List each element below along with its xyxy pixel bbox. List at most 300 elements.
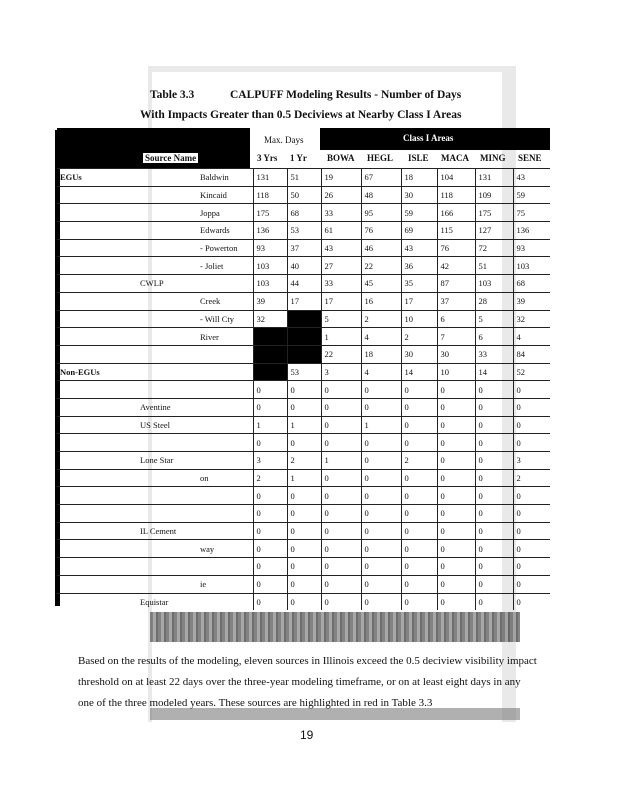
source-name	[197, 487, 253, 505]
cell-bowa: 0	[321, 540, 361, 558]
cell-3yrs: 0	[253, 434, 287, 452]
cell-maca: 166	[437, 204, 475, 222]
cell-isle: 0	[401, 558, 437, 576]
cell-sene: 0	[513, 575, 550, 593]
group-label	[57, 310, 137, 328]
cell-sene: 0	[513, 398, 550, 416]
subgroup-label	[137, 257, 197, 275]
cell-1yr: 53	[287, 222, 321, 240]
cell-maca: 10	[437, 363, 475, 381]
cell-1yr: 0	[287, 487, 321, 505]
table-row	[57, 558, 550, 576]
cell-hegl: 0	[361, 398, 401, 416]
subgroup-label	[137, 292, 197, 310]
cell-1yr: 0	[287, 398, 321, 416]
group-label	[57, 222, 137, 240]
group-label	[57, 204, 137, 222]
cell-3yrs: 39	[253, 292, 287, 310]
cell-1yr: 1	[287, 416, 321, 434]
cell-3yrs: 93	[253, 239, 287, 257]
cell-ming: 33	[475, 345, 513, 363]
cell-maca: 0	[437, 381, 475, 399]
cell-1yr: 0	[287, 522, 321, 540]
cell-1yr: 50	[287, 186, 321, 204]
cell-maca: 0	[437, 558, 475, 576]
group-label	[57, 505, 137, 523]
cell-3yrs: 3	[253, 452, 287, 470]
cell-3yrs: 0	[253, 522, 287, 540]
cell-maca: 87	[437, 275, 475, 293]
cell-hegl: 0	[361, 593, 401, 610]
cell-ming: 127	[475, 222, 513, 240]
subgroup-label	[137, 487, 197, 505]
source-name	[197, 593, 253, 610]
scan-artifact-strip	[150, 612, 520, 642]
cell-isle: 43	[401, 239, 437, 257]
cell-ming: 0	[475, 505, 513, 523]
group-label	[57, 434, 137, 452]
group-label	[57, 398, 137, 416]
subgroup-label	[137, 363, 197, 381]
source-name	[197, 522, 253, 540]
cell-3yrs: 0	[253, 540, 287, 558]
source-name: - Joliet	[197, 257, 253, 275]
cell-hegl: 0	[361, 575, 401, 593]
table-row	[57, 204, 550, 222]
cell-sene: 68	[513, 275, 550, 293]
cell-sene: 75	[513, 204, 550, 222]
cell-ming: 0	[475, 416, 513, 434]
table-row	[57, 434, 550, 452]
body-paragraph: Based on the results of the modeling, eleven sources in Illinois exceed the 0.5 deciview visibility impact threshold on at least 22 days over the three-year modeling timeframe, or on at least eight days in any one of the three modeled years. These sources are highlighted in red in Table 3.3	[78, 655, 537, 709]
column-header-ming: MING	[480, 153, 506, 163]
source-name: ie	[197, 575, 253, 593]
cell-sene: 103	[513, 257, 550, 275]
cell-1yr: 0	[287, 593, 321, 610]
cell-bowa: 43	[321, 239, 361, 257]
cell-sene: 32	[513, 310, 550, 328]
cell-1yr: 51	[287, 169, 321, 187]
group-label	[57, 487, 137, 505]
cell-bowa: 33	[321, 275, 361, 293]
subgroup-label	[137, 469, 197, 487]
cell-1yr: 0	[287, 434, 321, 452]
cell-hegl: 48	[361, 186, 401, 204]
cell-sene: 136	[513, 222, 550, 240]
cell-bowa: 19	[321, 169, 361, 187]
cell-sene: 43	[513, 169, 550, 187]
cell-bowa: 0	[321, 558, 361, 576]
group-label	[57, 593, 137, 610]
column-header-source-name: Source Name	[145, 153, 197, 163]
cell-hegl: 95	[361, 204, 401, 222]
cell-sene: 0	[513, 505, 550, 523]
source-name: - Powerton	[197, 239, 253, 257]
cell-maca: 0	[437, 416, 475, 434]
table-row	[57, 398, 550, 416]
cell-hegl: 0	[361, 487, 401, 505]
results-table	[57, 168, 550, 610]
cell-sene: 3	[513, 452, 550, 470]
cell-3yrs: 0	[253, 398, 287, 416]
cell-sene: 39	[513, 292, 550, 310]
cell-sene: 93	[513, 239, 550, 257]
subgroup-label	[137, 575, 197, 593]
cell-3yrs: 103	[253, 257, 287, 275]
cell-1yr: 40	[287, 257, 321, 275]
cell-3yrs: 0	[253, 593, 287, 610]
table-row	[57, 292, 550, 310]
cell-ming: 0	[475, 540, 513, 558]
source-name	[197, 505, 253, 523]
cell-sene: 0	[513, 434, 550, 452]
cell-ming: 0	[475, 398, 513, 416]
cell-3yrs: 0	[253, 381, 287, 399]
cell-1yr: 0	[287, 558, 321, 576]
cell-hegl: 0	[361, 381, 401, 399]
cell-ming: 175	[475, 204, 513, 222]
cell-bowa: 5	[321, 310, 361, 328]
cell-3yrs	[253, 328, 287, 346]
cell-bowa: 0	[321, 434, 361, 452]
subgroup-label	[137, 328, 197, 346]
cell-maca: 0	[437, 487, 475, 505]
table-row	[57, 275, 550, 293]
cell-hegl: 1	[361, 416, 401, 434]
cell-maca: 76	[437, 239, 475, 257]
cell-maca: 118	[437, 186, 475, 204]
table-row	[57, 257, 550, 275]
cell-bowa: 27	[321, 257, 361, 275]
cell-1yr	[287, 310, 321, 328]
cell-hegl: 46	[361, 239, 401, 257]
cell-isle: 35	[401, 275, 437, 293]
table-row	[57, 469, 550, 487]
cell-ming: 72	[475, 239, 513, 257]
cell-sene: 59	[513, 186, 550, 204]
source-name	[197, 345, 253, 363]
cell-isle: 18	[401, 169, 437, 187]
subgroup-label	[137, 204, 197, 222]
cell-isle: 36	[401, 257, 437, 275]
cell-ming: 109	[475, 186, 513, 204]
cell-sene: 4	[513, 328, 550, 346]
cell-ming: 131	[475, 169, 513, 187]
table-row	[57, 575, 550, 593]
table-row	[57, 416, 550, 434]
subgroup-label: CWLP	[137, 275, 197, 293]
cell-hegl: 0	[361, 522, 401, 540]
cell-1yr: 17	[287, 292, 321, 310]
subgroup-label: US Steel	[137, 416, 197, 434]
cell-sene: 0	[513, 487, 550, 505]
cell-ming: 0	[475, 434, 513, 452]
subgroup-label	[137, 222, 197, 240]
cell-3yrs: 2	[253, 469, 287, 487]
group-label	[57, 469, 137, 487]
cell-isle: 0	[401, 505, 437, 523]
cell-bowa: 0	[321, 593, 361, 610]
cell-maca: 0	[437, 398, 475, 416]
cell-isle: 0	[401, 575, 437, 593]
group-label	[57, 275, 137, 293]
column-header-maca: MACA	[441, 153, 469, 163]
cell-maca: 0	[437, 575, 475, 593]
cell-hegl: 0	[361, 558, 401, 576]
table-row	[57, 363, 550, 381]
source-name	[197, 398, 253, 416]
subgroup-label: Lone Star	[137, 452, 197, 470]
cell-1yr: 53	[287, 363, 321, 381]
cell-bowa: 33	[321, 204, 361, 222]
cell-hegl: 22	[361, 257, 401, 275]
source-name	[197, 452, 253, 470]
cell-3yrs	[253, 363, 287, 381]
cell-3yrs: 0	[253, 575, 287, 593]
cell-ming: 0	[475, 487, 513, 505]
cell-ming: 0	[475, 452, 513, 470]
cell-1yr: 0	[287, 505, 321, 523]
cell-sene: 0	[513, 381, 550, 399]
cell-maca: 0	[437, 540, 475, 558]
cell-ming: 28	[475, 292, 513, 310]
cell-isle: 0	[401, 540, 437, 558]
cell-bowa: 0	[321, 575, 361, 593]
cell-maca: 30	[437, 345, 475, 363]
subgroup-label	[137, 345, 197, 363]
cell-hegl: 2	[361, 310, 401, 328]
table-row	[57, 328, 550, 346]
cell-bowa: 3	[321, 363, 361, 381]
cell-maca: 0	[437, 522, 475, 540]
table-row	[57, 540, 550, 558]
cell-1yr: 44	[287, 275, 321, 293]
column-header-1yr: 1 Yr	[290, 153, 307, 163]
table-row	[57, 487, 550, 505]
cell-hegl: 18	[361, 345, 401, 363]
cell-sene: 0	[513, 416, 550, 434]
table-row	[57, 452, 550, 470]
cell-3yrs: 136	[253, 222, 287, 240]
cell-bowa: 0	[321, 469, 361, 487]
cell-ming: 0	[475, 593, 513, 610]
group-label	[57, 381, 137, 399]
group-label	[57, 345, 137, 363]
table-number: Table 3.3	[150, 89, 195, 101]
subgroup-label	[137, 540, 197, 558]
column-header-hegl: HEGL	[367, 153, 394, 163]
table-row	[57, 239, 550, 257]
source-name: Creek	[197, 292, 253, 310]
table-row	[57, 222, 550, 240]
max-days-header: Max. Days	[264, 135, 304, 145]
subgroup-label	[137, 434, 197, 452]
cell-maca: 0	[437, 505, 475, 523]
cell-3yrs: 1	[253, 416, 287, 434]
cell-3yrs	[253, 345, 287, 363]
cell-3yrs: 0	[253, 558, 287, 576]
group-label	[57, 257, 137, 275]
page-number: 19	[300, 728, 314, 742]
cell-bowa: 0	[321, 505, 361, 523]
cell-hegl: 67	[361, 169, 401, 187]
cell-maca: 6	[437, 310, 475, 328]
cell-isle: 0	[401, 416, 437, 434]
table-row	[57, 345, 550, 363]
cell-bowa: 0	[321, 381, 361, 399]
cell-isle: 2	[401, 452, 437, 470]
source-name: River	[197, 328, 253, 346]
cell-1yr: 68	[287, 204, 321, 222]
source-name: Edwards	[197, 222, 253, 240]
subgroup-label	[137, 505, 197, 523]
cell-bowa: 1	[321, 328, 361, 346]
cell-hegl: 4	[361, 363, 401, 381]
cell-isle: 0	[401, 434, 437, 452]
cell-ming: 14	[475, 363, 513, 381]
table-body	[57, 169, 550, 611]
group-label: Non-EGUs	[57, 363, 137, 381]
cell-hegl: 76	[361, 222, 401, 240]
cell-ming: 51	[475, 257, 513, 275]
cell-3yrs: 0	[253, 487, 287, 505]
column-header-3yrs: 3 Yrs	[257, 153, 278, 163]
group-label	[57, 558, 137, 576]
cell-bowa: 26	[321, 186, 361, 204]
subgroup-label	[137, 239, 197, 257]
cell-ming: 0	[475, 469, 513, 487]
cell-maca: 0	[437, 452, 475, 470]
group-label	[57, 575, 137, 593]
table-title	[150, 89, 461, 101]
source-name: Kincaid	[197, 186, 253, 204]
cell-1yr: 2	[287, 452, 321, 470]
cell-ming: 0	[475, 381, 513, 399]
subgroup-label	[137, 310, 197, 328]
cell-3yrs: 131	[253, 169, 287, 187]
cell-1yr: 1	[287, 469, 321, 487]
cell-3yrs: 118	[253, 186, 287, 204]
cell-maca: 0	[437, 434, 475, 452]
cell-maca: 7	[437, 328, 475, 346]
cell-maca: 115	[437, 222, 475, 240]
cell-maca: 37	[437, 292, 475, 310]
cell-bowa: 0	[321, 416, 361, 434]
cell-1yr	[287, 328, 321, 346]
source-name: way	[197, 540, 253, 558]
cell-isle: 17	[401, 292, 437, 310]
class-areas-header: Class I Areas	[403, 133, 454, 143]
cell-3yrs: 32	[253, 310, 287, 328]
table-title-text: CALPUFF Modeling Results - Number of Days	[230, 89, 462, 101]
cell-hegl: 0	[361, 434, 401, 452]
cell-1yr: 37	[287, 239, 321, 257]
column-header-isle: ISLE	[408, 153, 429, 163]
cell-maca: 104	[437, 169, 475, 187]
table-row	[57, 310, 550, 328]
cell-hegl: 0	[361, 452, 401, 470]
cell-maca: 0	[437, 593, 475, 610]
cell-sene: 0	[513, 522, 550, 540]
source-name	[197, 381, 253, 399]
cell-isle: 2	[401, 328, 437, 346]
cell-sene: 2	[513, 469, 550, 487]
table-subtitle: With Impacts Greater than 0.5 Deciviews at Nearby Class I Areas	[140, 109, 462, 121]
table-row	[57, 169, 550, 187]
source-name: - Will Cty	[197, 310, 253, 328]
cell-isle: 30	[401, 186, 437, 204]
subgroup-label	[137, 558, 197, 576]
group-label	[57, 328, 137, 346]
cell-isle: 30	[401, 345, 437, 363]
cell-isle: 0	[401, 381, 437, 399]
cell-maca: 42	[437, 257, 475, 275]
cell-isle: 14	[401, 363, 437, 381]
table-row	[57, 186, 550, 204]
cell-1yr: 0	[287, 381, 321, 399]
subgroup-label	[137, 186, 197, 204]
table-row	[57, 381, 550, 399]
group-label	[57, 186, 137, 204]
cell-ming: 0	[475, 558, 513, 576]
cell-sene: 0	[513, 558, 550, 576]
cell-bowa: 22	[321, 345, 361, 363]
cell-ming: 0	[475, 522, 513, 540]
cell-hegl: 45	[361, 275, 401, 293]
cell-isle: 0	[401, 398, 437, 416]
cell-isle: 0	[401, 522, 437, 540]
source-name	[197, 416, 253, 434]
cell-bowa: 0	[321, 398, 361, 416]
cell-isle: 69	[401, 222, 437, 240]
column-header-bowa: BOWA	[327, 153, 355, 163]
source-name: on	[197, 469, 253, 487]
source-name: Joppa	[197, 204, 253, 222]
cell-sene: 84	[513, 345, 550, 363]
cell-ming: 6	[475, 328, 513, 346]
source-name	[197, 558, 253, 576]
cell-hegl: 0	[361, 505, 401, 523]
group-label: EGUs	[57, 169, 137, 187]
cell-isle: 59	[401, 204, 437, 222]
cell-sene: 0	[513, 593, 550, 610]
subgroup-label: Equistar	[137, 593, 197, 610]
cell-bowa: 17	[321, 292, 361, 310]
cell-3yrs: 175	[253, 204, 287, 222]
cell-isle: 10	[401, 310, 437, 328]
cell-hegl: 0	[361, 540, 401, 558]
cell-sene: 52	[513, 363, 550, 381]
group-label	[57, 540, 137, 558]
table-row	[57, 522, 550, 540]
cell-bowa: 0	[321, 487, 361, 505]
cell-1yr: 0	[287, 575, 321, 593]
cell-isle: 0	[401, 593, 437, 610]
cell-sene: 0	[513, 540, 550, 558]
group-label	[57, 452, 137, 470]
subgroup-label: IL Cement	[137, 522, 197, 540]
cell-1yr: 0	[287, 540, 321, 558]
cell-hegl: 4	[361, 328, 401, 346]
group-label	[57, 416, 137, 434]
source-name: Baldwin	[197, 169, 253, 187]
cell-maca: 0	[437, 469, 475, 487]
source-name	[197, 363, 253, 381]
cell-bowa: 1	[321, 452, 361, 470]
source-name	[197, 434, 253, 452]
cell-3yrs: 0	[253, 505, 287, 523]
source-name	[197, 275, 253, 293]
